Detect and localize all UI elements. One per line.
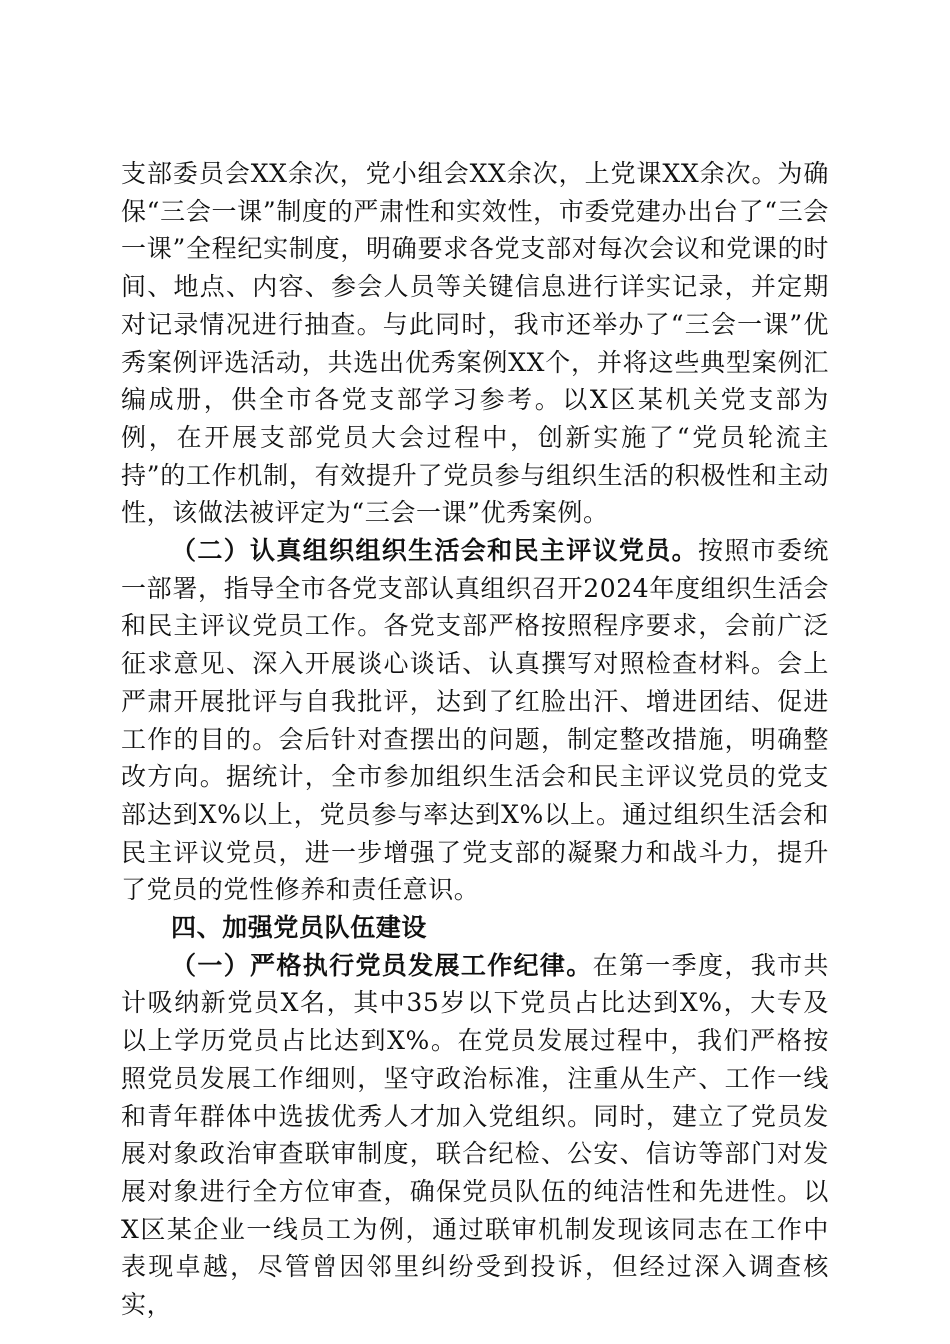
document-body — [121, 155, 829, 1324]
body-paragraph-subsection-2 — [121, 532, 829, 909]
paragraph-text: 按照市委统一部署，指导全市各党支部认真组织召开2024年度组织生活会和民主评议党员工作。各党支部严格按照程序要求，会前广泛征求意见、深入开展谈心谈话、认真撰写对照检查材料。会上严肃开展批评与自我批评，达到了红脸出汗、增进团结、促进工作的目的。会后针对查摆出的问题，制定整改措施，明确整改方向。据统计，全市参加组织生活会和民主评议党员的党支部达到X%以上，党员参与率达到X%以上。通过组织生活会和民主评议党员，进一步增强了党支部的凝聚力和战斗力，提升了党员的党性修养和责任意识。 — [121, 536, 829, 905]
paragraph-text: 在第一季度，我市共计吸纳新党员X名，其中35岁以下党员占比达到X%，大专及以上学历党员占比达到X%。在党员发展过程中，我们严格按照党员发展工作细则，坚守政治标准，注重从生产、工作一线和青年群体中选拔优秀人才加入党组织。同时，建立了党员发展对象政治审查联审制度，联合纪检、公安、信访等部门对发展对象进行全方位审查，确保党员队伍的纯洁性和先进性。以X区某企业一线员工为例，通过联审机制发现该同志在工作中表现卓越，尽管曾因邻里纠纷受到投诉，但经过深入调查核实， — [121, 950, 829, 1320]
body-paragraph-continued: 支部委员会XX余次，党小组会XX余次，上党课XX余次。为确保“三会一课”制度的严肃性和实效性，市委党建办出台了“三会一课”全程纪实制度，明确要求各党支部对每次会议和党课的时间、地点、内容、参会人员等关键信息进行详实记录，并定期对记录情况进行抽查。与此同时，我市还举办了“三会一课”优秀案例评选活动，共选出优秀案例XX个，并将这些典型案例汇编成册，供全市各党支部学习参考。以X区某机关党支部为例，在开展支部党员大会过程中，创新实施了“党员轮流主持”的工作机制，有效提升了党员参与组织生活的积极性和主动性，该做法被评定为“三会一课”优秀案例。 — [121, 159, 829, 528]
body-paragraph-subsection-1 — [121, 947, 829, 1324]
subsection-title: （一）严格执行党员发展工作纪律。 — [171, 950, 593, 980]
section-heading: 四、加强党员队伍建设 — [171, 913, 428, 943]
subsection-title: （二）认真组织组织生活会和民主评议党员。 — [171, 536, 698, 566]
